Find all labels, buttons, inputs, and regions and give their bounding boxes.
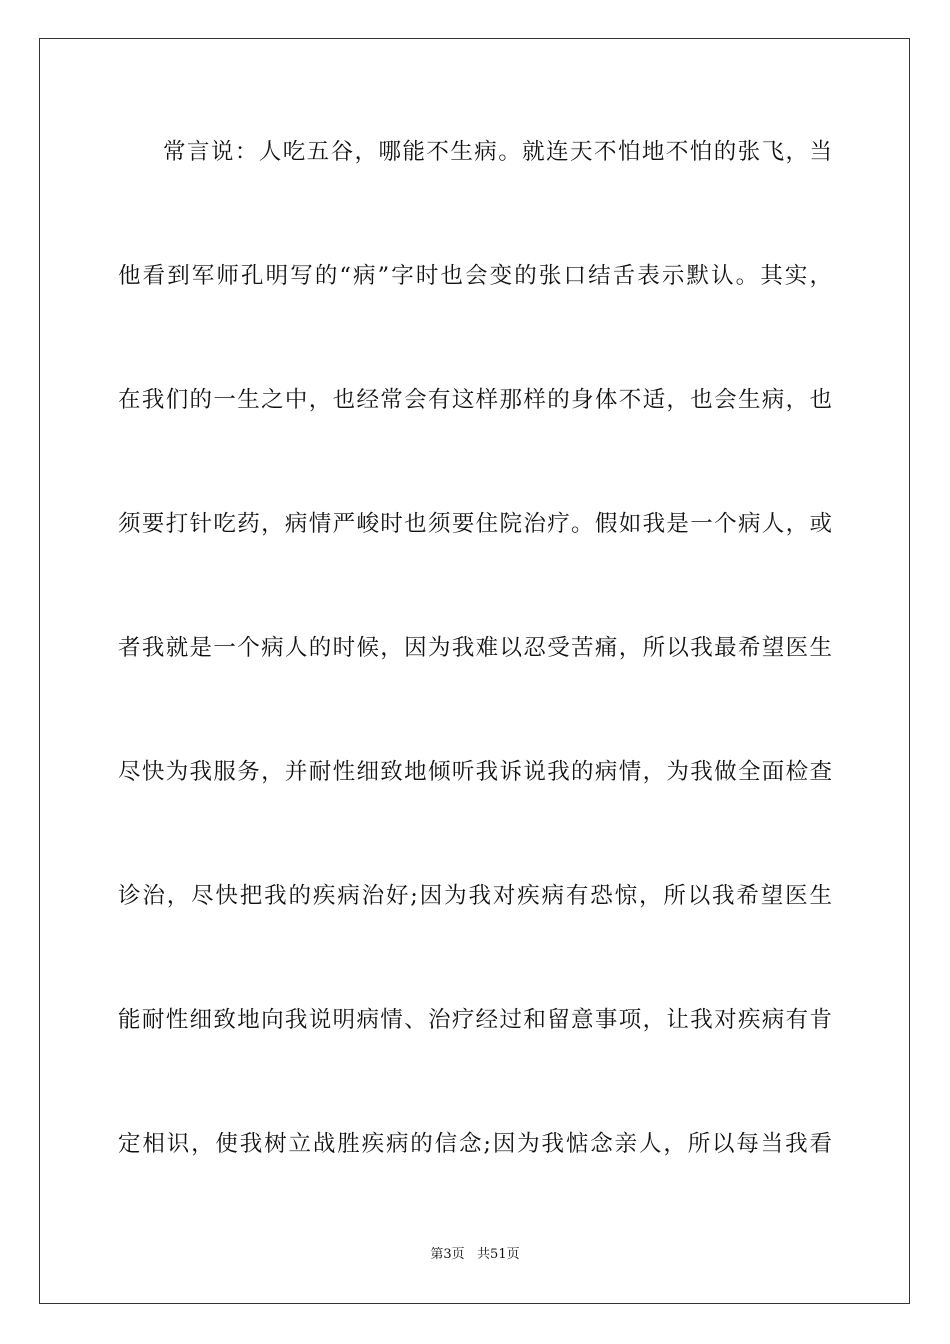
body-text-line-4: 须要打针吃药，病情严峻时也须要住院治疗。假如我是一个病人，或: [118, 511, 832, 537]
page-frame: [39, 38, 910, 1304]
body-text-line-1: 常言说：人吃五谷，哪能不生病。就连天不怕地不怕的张飞，当: [163, 139, 832, 165]
body-text-line-8: 能耐性细致地向我说明病情、治疗经过和留意事项，让我对疾病有肯: [118, 1007, 832, 1033]
body-text-line-3: 在我们的一生之中，也经常会有这样那样的身体不适，也会生病，也: [118, 387, 832, 413]
body-text-line-5: 者我就是一个病人的时候，因为我难以忍受苦痛，所以我最希望医生: [118, 635, 832, 661]
body-text-line-2: 他看到军师孔明写的“病”字时也会变的张口结舌表示默认。其实，: [118, 263, 832, 289]
body-text-line-9: 定相识，使我树立战胜疾病的信念;因为我惦念亲人，所以每当我看: [118, 1131, 832, 1157]
body-text-line-7: 诊治，尽快把我的疾病治好;因为我对疾病有恐惊，所以我希望医生: [118, 883, 832, 909]
body-text-line-6: 尽快为我服务，并耐性细致地倾听我诉说我的病情，为我做全面检查: [118, 759, 832, 785]
page-number-footer: 第3页 共51页: [430, 1247, 520, 1262]
